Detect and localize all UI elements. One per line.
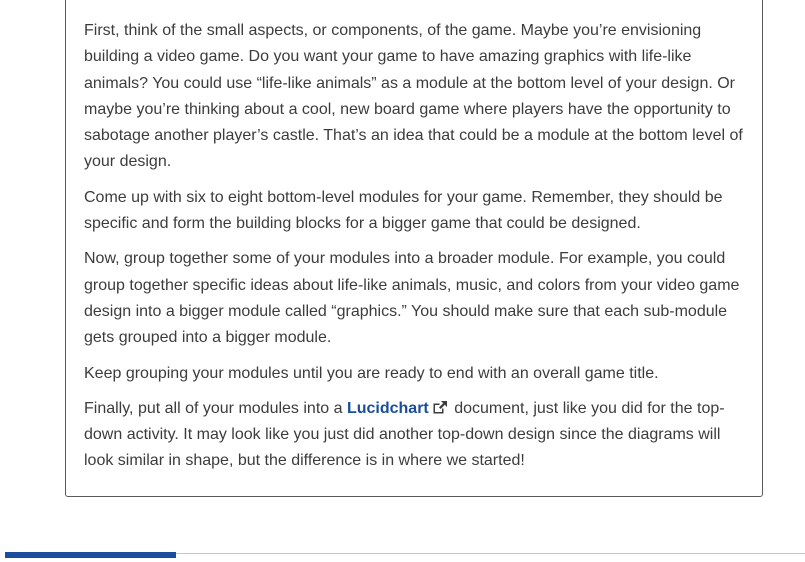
paragraph-components: First, think of the small aspects, or components, of the game. Maybe you’re envisioning building a video game. Do you want your game to have amazing graphics with life-like animals? You could use “life-like animals” as a module at the bottom level of your design. Or maybe you’re thinking about a cool, new board game where players have the opportunity to sabotage another player’s castle. That’s an idea that could be a module at the bottom level of your design. <box>84 22 743 171</box>
active-tab-indicator[interactable] <box>5 552 176 558</box>
activity-instructions <box>84 18 748 484</box>
paragraph-finally-lead: Finally, put all of your modules into a <box>84 399 347 417</box>
lucidchart-link[interactable] <box>347 400 450 417</box>
paragraph-bottom-level-modules: Come up with six to eight bottom-level modules for your game. Remember, they should be specific and form the building blocks for a bigger game that could be designed. <box>84 188 723 233</box>
paragraph-group-modules: Now, group together some of your modules into a broader module. For example, you could group together specific ideas about life-like animals, music, and colors from your video game design into a bigger module called “graphics.” You should make sure that each sub-module gets grouped into a bigger module. <box>84 250 740 347</box>
lucidchart-link-label[interactable]: Lucidchart <box>346 399 429 417</box>
external-link-icon[interactable] <box>432 400 448 414</box>
paragraph-finally-rest: document, just like you did for the top-down activity. It may look like you just did another top-down design since the diagrams will look similar in shape, but the difference is in where we started! <box>84 399 725 470</box>
paragraph-keep-grouping: Keep grouping your modules until you are ready to end with an overall game title. <box>84 364 659 382</box>
paragraph-finally <box>84 396 748 475</box>
activity-card <box>65 0 763 497</box>
